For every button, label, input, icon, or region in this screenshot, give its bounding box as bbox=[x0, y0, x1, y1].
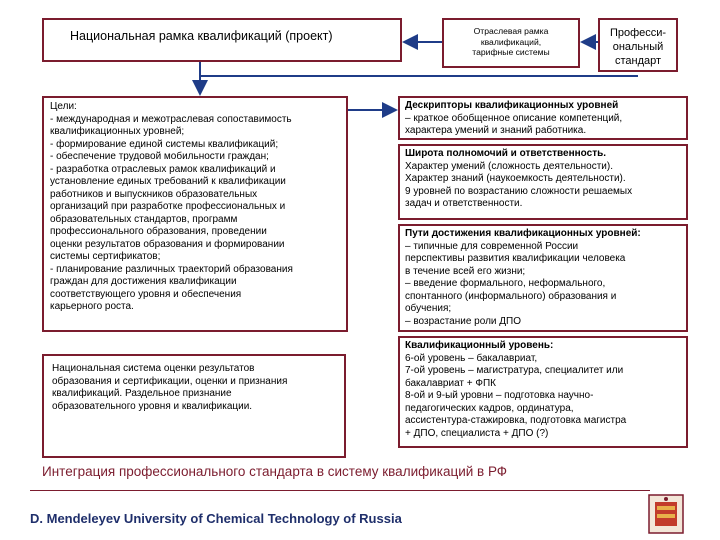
goals-line: профессионального образования, проведении bbox=[50, 226, 267, 237]
assessment-system-box bbox=[42, 354, 346, 458]
goals-line: карьерного роста. bbox=[50, 301, 134, 312]
levels-heading: Квалификационный уровень: bbox=[405, 340, 554, 351]
branch-line: тарифные системы bbox=[472, 47, 550, 57]
levels-line: 7-ой уровень – магистратура, специалитет или bbox=[405, 365, 624, 376]
goals-line: системы сертификатов; bbox=[50, 251, 161, 262]
nsok-line: образования и сертификации, оценки и признания bbox=[52, 375, 288, 387]
goals-line: - планирование различных траекторий образования bbox=[50, 263, 293, 275]
levels-line: педагогических кадров, ординатура, bbox=[405, 402, 574, 414]
goals-line: квалификационных уровней; bbox=[50, 126, 185, 137]
paths-heading: Пути достижения квалификационных уровней: bbox=[405, 228, 641, 239]
levels-line: ассистентура-стажировка, подготовка магистра bbox=[405, 415, 627, 426]
goals-line: - формирование единой системы квалификаций; bbox=[50, 138, 279, 150]
goals-line: - международная и межотраслевая сопоставимость bbox=[50, 113, 292, 125]
scope-heading: Широта полномочий и ответственность. bbox=[405, 148, 607, 159]
prof-line: ональный bbox=[612, 41, 664, 53]
paths-line: – типичные для современной России bbox=[405, 240, 579, 252]
goals-box bbox=[42, 96, 348, 332]
prof-line: стандарт bbox=[614, 55, 662, 67]
nsok-line: Национальная система оценки результатов bbox=[52, 363, 255, 374]
paths-line: обучения; bbox=[405, 303, 452, 314]
paths-box bbox=[398, 224, 688, 332]
goals-line: - разработка отраслевых рамок квалификаций и bbox=[50, 163, 276, 175]
scope-box bbox=[398, 144, 688, 220]
descriptors-box bbox=[398, 96, 688, 140]
scope-line: Характер знаний (наукоемкость деятельности). bbox=[405, 173, 626, 184]
scope-line: Характер умений (сложность деятельности). bbox=[405, 160, 613, 172]
scope-line: 9 уровней по возрастанию сложности решаемых bbox=[405, 185, 633, 197]
footer-divider bbox=[30, 490, 650, 491]
descriptors-heading: Дескрипторы квалификационных уровней bbox=[405, 100, 619, 111]
nsok-line: квалификаций. Раздельное признание bbox=[52, 388, 232, 399]
goals-line: установление единых требований к квалификации bbox=[50, 176, 286, 187]
goals-line: организаций при разработке профессиональных и bbox=[50, 201, 286, 212]
levels-line: 6-ой уровень – бакалавриат, bbox=[405, 352, 538, 364]
national-framework-title: Национальная рамка квалификаций (проект) bbox=[70, 29, 333, 43]
paths-line: – введение формального, неформального, bbox=[405, 278, 606, 289]
goals-line: граждан для достижения квалификации bbox=[50, 276, 237, 287]
professional-standard-box bbox=[598, 18, 678, 72]
integration-caption: Интеграция профессионального стандарта в систему квалификаций в РФ bbox=[42, 464, 508, 479]
nsok-line: образовательного уровня и квалификации. bbox=[52, 400, 253, 412]
levels-box bbox=[398, 336, 688, 448]
university-footer: D. Mendeleyev University of Chemical Technology of Russia bbox=[30, 511, 402, 526]
levels-line: 8-ой и 9-ый уровни – подготовка научно- bbox=[405, 390, 594, 401]
levels-line: + ДПО, специалиста + ДПО (?) bbox=[405, 427, 549, 439]
goals-line: работников и выпускников образовательных bbox=[50, 188, 258, 200]
university-logo-icon bbox=[648, 494, 684, 534]
prof-line: Професси- bbox=[609, 27, 667, 39]
descriptors-line: – краткое обобщенное описание компетенций, bbox=[405, 112, 623, 124]
branch-line: квалификаций, bbox=[480, 36, 542, 47]
paths-line: в течение всей его жизни; bbox=[405, 265, 526, 277]
goals-heading: Цели: bbox=[50, 101, 77, 112]
paths-line: спонтанного (информального) образования и bbox=[405, 290, 617, 302]
branch-framework-box bbox=[442, 18, 580, 68]
branch-line: Отраслевая рамка bbox=[473, 26, 549, 36]
paths-line: перспективы развития квалификации человека bbox=[405, 253, 626, 264]
paths-line: – возрастание роли ДПО bbox=[405, 315, 522, 327]
scope-line: задач и ответственности. bbox=[405, 198, 523, 209]
goals-line: оценки результатов образования и формировании bbox=[50, 238, 285, 250]
descriptors-line: характера умений и знаний работника. bbox=[405, 125, 587, 136]
goals-line: образовательных стандартов, программ bbox=[50, 213, 238, 225]
levels-line: бакалавриат + ФПК bbox=[405, 377, 497, 389]
national-framework-title-box bbox=[42, 18, 402, 62]
goals-line: - обеспечение трудовой мобильности граждан; bbox=[50, 151, 269, 162]
right-column bbox=[398, 96, 688, 460]
goals-line: соответствующего уровня и обеспечения bbox=[50, 288, 242, 300]
